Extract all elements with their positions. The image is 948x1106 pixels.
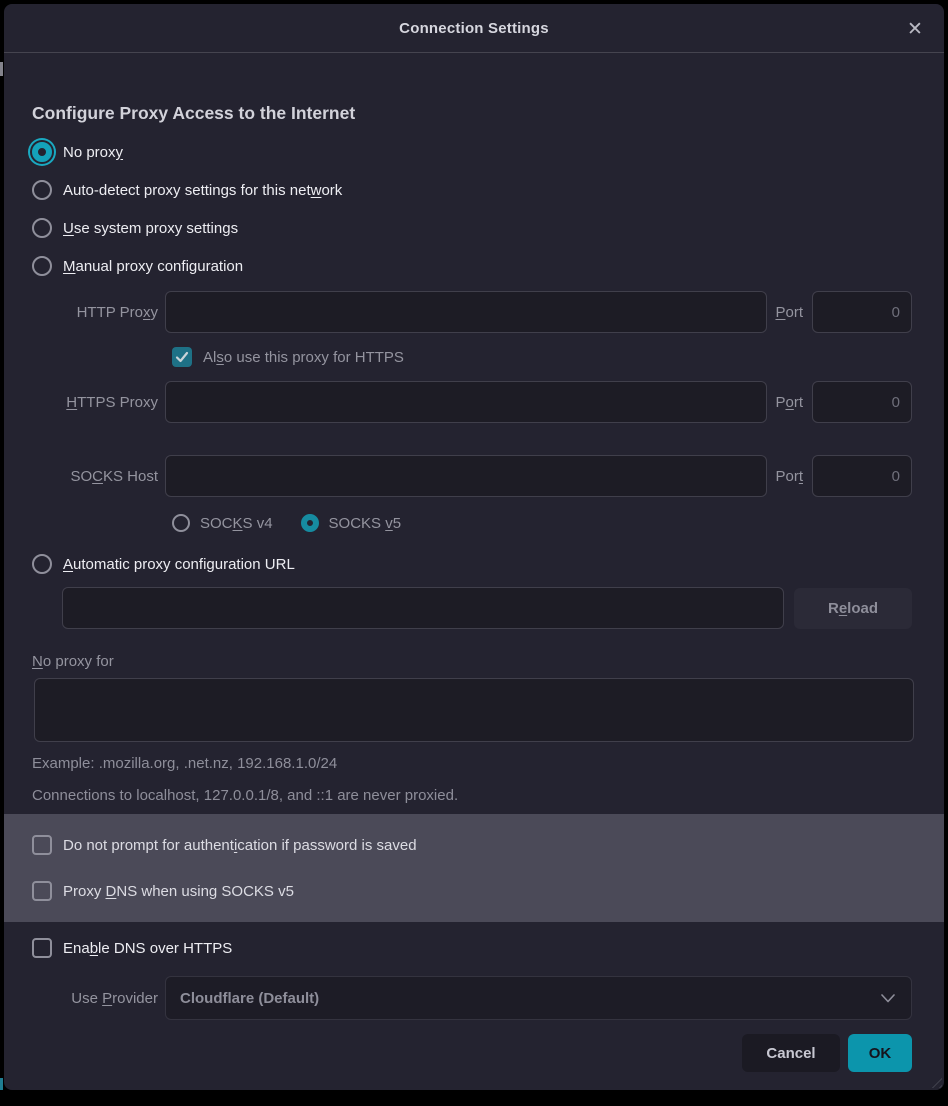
checkbox-no-prompt-auth[interactable] (32, 835, 52, 855)
radio-manual-proxy-label: Manual proxy configuration (63, 257, 244, 275)
checkbox-also-https[interactable] (172, 347, 192, 367)
dialog-footer (32, 1034, 912, 1072)
http-port-label: Port (775, 303, 803, 321)
socks-version-radiogroup (172, 509, 912, 537)
enable-doh-row[interactable] (32, 934, 912, 962)
socks-port-label: Port (775, 467, 803, 485)
no-proxy-example-text: Example: .mozilla.org, .net.nz, 192.168.1.0/24 (32, 755, 338, 772)
http-proxy-label: HTTP Proxy (76, 303, 158, 321)
doh-provider-row (32, 976, 912, 1020)
no-proxy-for-textarea[interactable] (34, 678, 914, 742)
no-prompt-auth-row[interactable] (32, 831, 912, 859)
radio-system-proxy-label: Use system proxy settings (63, 219, 239, 237)
close-icon[interactable]: ✕ (907, 18, 923, 40)
background-page-artifact (0, 1078, 3, 1090)
radio-no-proxy-label: No proxy (63, 143, 124, 161)
dialog-titlebar (4, 4, 944, 53)
https-port-label: Port (775, 393, 803, 411)
auto-url-input[interactable] (62, 587, 784, 629)
radio-socks-v4[interactable] (172, 514, 190, 532)
radio-auto-detect[interactable] (32, 180, 52, 200)
radio-manual-proxy[interactable] (32, 256, 52, 276)
socks-host-label: SOCKS Host (70, 467, 158, 485)
radio-system-proxy[interactable] (32, 218, 52, 238)
radio-row-system-proxy[interactable] (32, 209, 912, 247)
resize-grip[interactable] (927, 1073, 942, 1088)
radio-row-manual-proxy[interactable] (32, 247, 912, 285)
page-title: Configure Proxy Access to the Internet (32, 103, 356, 123)
also-https-row[interactable] (172, 343, 912, 371)
no-prompt-auth-label: Do not prompt for authentication if password is saved (63, 836, 417, 854)
https-proxy-input[interactable] (165, 381, 767, 423)
dialog-title: Connection Settings (399, 19, 549, 37)
https-proxy-label: HTTPS Proxy (66, 393, 158, 411)
http-port-input[interactable] (812, 291, 912, 333)
proxy-dns-label: Proxy DNS when using SOCKS v5 (63, 882, 294, 900)
localhost-note-text: Connections to localhost, 127.0.0.1/8, and ::1 are never proxied. (32, 787, 459, 804)
no-proxy-for-label: No proxy for (32, 653, 114, 670)
chevron-down-icon (881, 990, 895, 1007)
radio-socks-v5[interactable] (301, 514, 319, 532)
radio-auto-url[interactable] (32, 554, 52, 574)
proxy-mode-radiogroup (32, 133, 912, 285)
https-proxy-row (32, 381, 912, 423)
enable-doh-label: Enable DNS over HTTPS (63, 939, 233, 957)
http-proxy-row (32, 291, 912, 333)
auto-url-row (32, 587, 912, 629)
radio-auto-url-label: Automatic proxy configuration URL (63, 555, 295, 573)
background-page-artifact (0, 62, 3, 76)
socks-host-input[interactable] (165, 455, 767, 497)
radio-row-no-proxy[interactable] (32, 133, 912, 171)
radio-auto-detect-label: Auto-detect proxy settings for this network (63, 181, 343, 199)
radio-row-auto-url[interactable] (32, 545, 912, 583)
checkbox-enable-doh[interactable] (32, 938, 52, 958)
proxy-dns-row[interactable] (32, 877, 912, 905)
provider-selected-value: Cloudflare (Default) (180, 989, 320, 1007)
check-icon (175, 350, 189, 364)
connection-settings-dialog (4, 4, 944, 1090)
also-https-label: Also use this proxy for HTTPS (203, 348, 404, 366)
radio-no-proxy[interactable] (32, 142, 52, 162)
https-port-input[interactable] (812, 381, 912, 423)
http-proxy-input[interactable] (165, 291, 767, 333)
highlighted-options-block (4, 814, 944, 922)
socks-port-input[interactable] (812, 455, 912, 497)
reload-button[interactable]: Reload (794, 588, 912, 629)
radio-row-auto-detect[interactable] (32, 171, 912, 209)
provider-dropdown[interactable] (165, 976, 912, 1020)
provider-label: Use Provider (71, 989, 158, 1007)
ok-button[interactable]: OK (848, 1034, 912, 1072)
dialog-content (4, 103, 944, 1072)
cancel-button[interactable]: Cancel (742, 1034, 840, 1072)
radio-socks-v5-label: SOCKS v5 (328, 514, 402, 532)
checkbox-proxy-dns[interactable] (32, 881, 52, 901)
radio-socks-v4-label: SOCKS v4 (200, 514, 273, 532)
socks-host-row (32, 455, 912, 497)
